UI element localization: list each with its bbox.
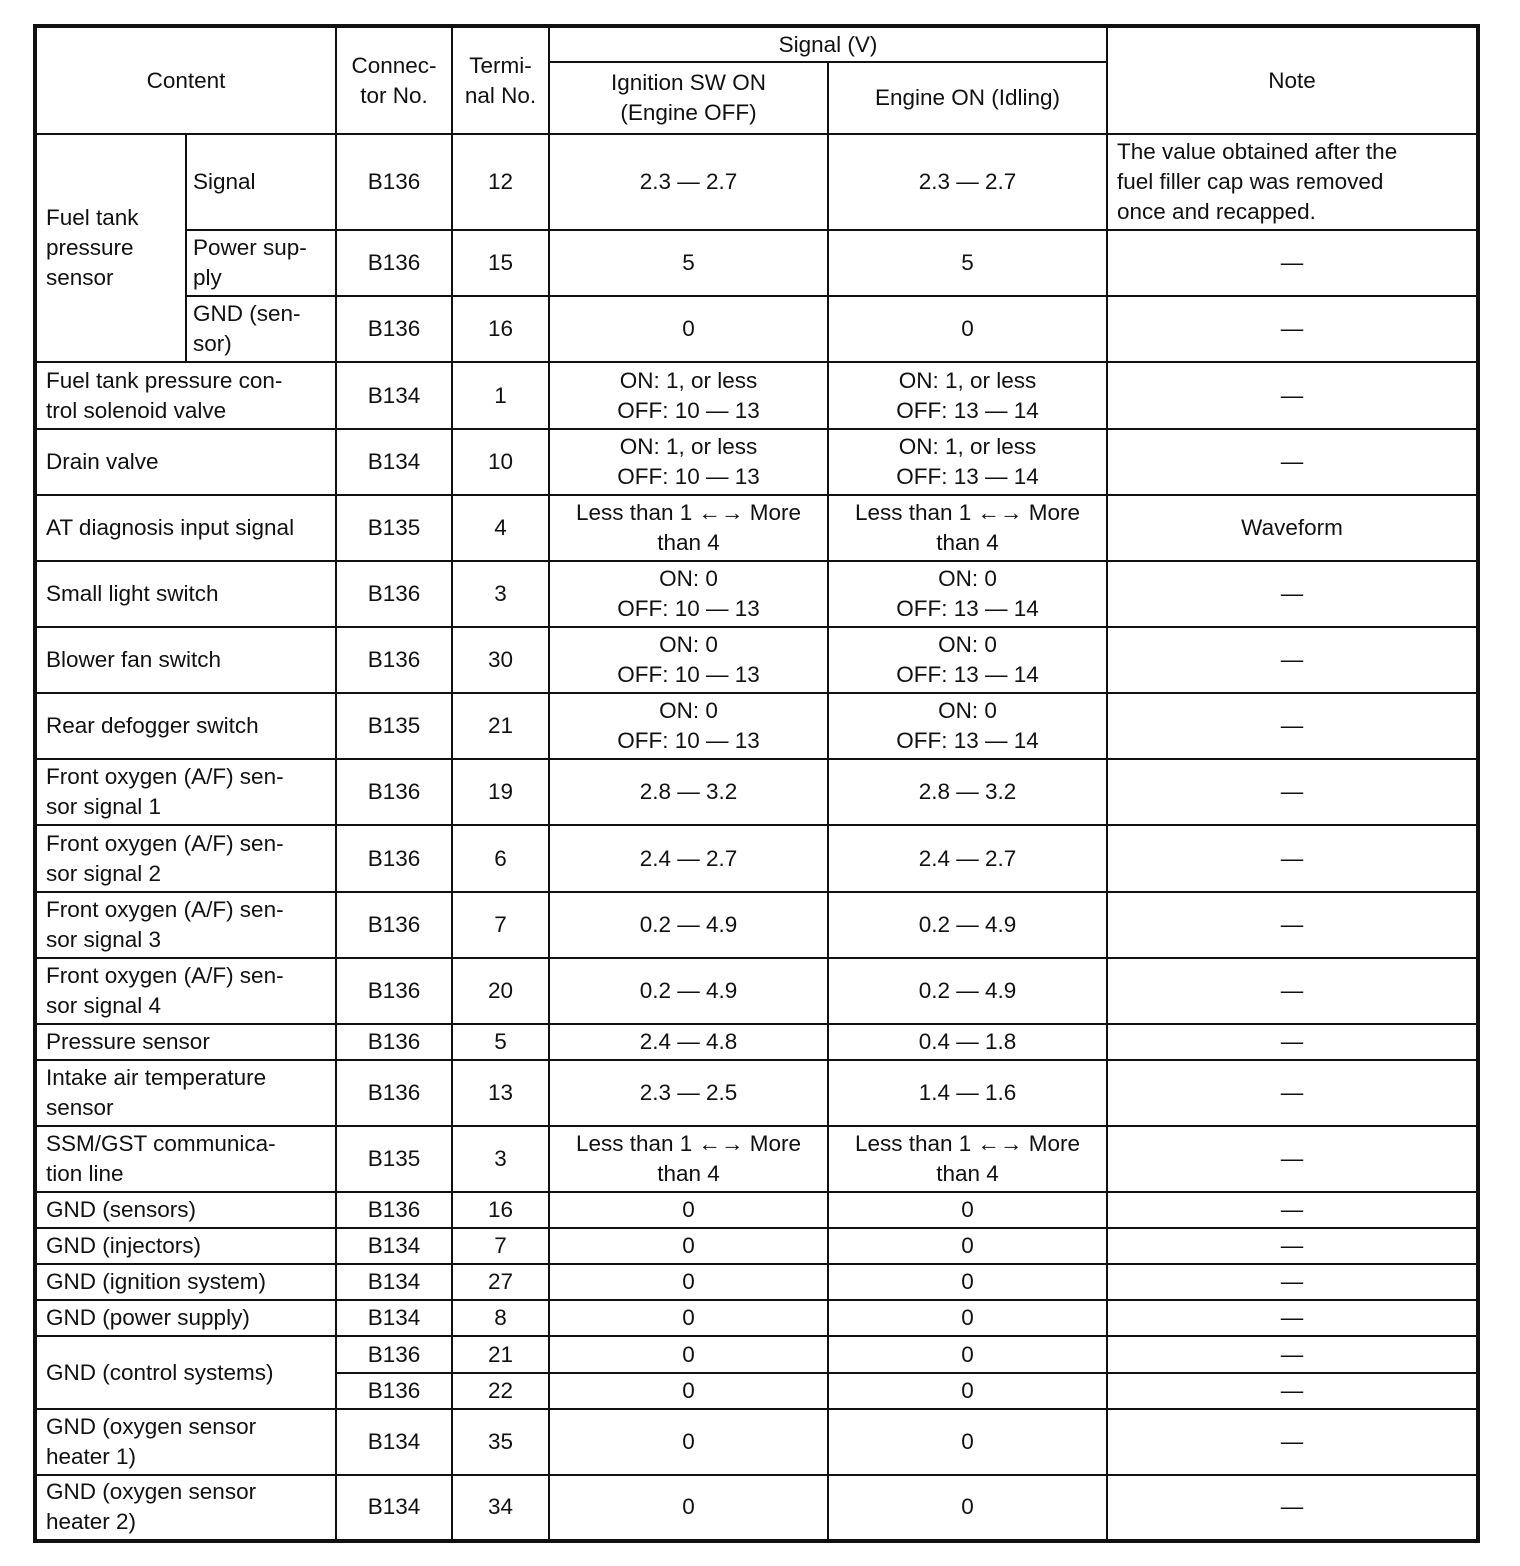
table-row [35,362,1478,428]
table-row [35,1264,1478,1300]
idling-signal-cell: 2.8 — 3.2 [828,759,1107,825]
content-cell: GND (sensors) [35,1192,336,1228]
table-row [35,296,1478,362]
terminal-signal-table [33,24,1480,1543]
connector-cell: B136 [336,759,452,825]
connector-cell: B136 [336,627,452,693]
note-cell: — [1107,892,1478,958]
ignition-signal-cell: 5 [549,230,828,296]
idling-signal-cell: ON: 0 OFF: 13 — 14 [828,627,1107,693]
note-cell: The value obtained after the fuel filler cap was removed once and recapped. [1107,134,1478,230]
table-row [35,627,1478,693]
idling-signal-cell: 0 [828,1373,1107,1409]
content-cell: GND (injectors) [35,1228,336,1264]
idling-signal-cell: 0 [828,1336,1107,1372]
ignition-signal-cell: 0.2 — 4.9 [549,892,828,958]
table-row [35,825,1478,891]
connector-cell: B136 [336,825,452,891]
idling-signal-cell: ON: 0 OFF: 13 — 14 [828,561,1107,627]
idling-signal-cell: 1.4 — 1.6 [828,1060,1107,1126]
ignition-signal-cell: 0 [549,1228,828,1264]
idling-signal-cell: 0 [828,1228,1107,1264]
content-cell: AT diagnosis input signal [35,495,336,561]
content-cell: GND (ignition system) [35,1264,336,1300]
connector-cell: B136 [336,1192,452,1228]
connector-cell: B136 [336,1373,452,1409]
connector-cell: B135 [336,495,452,561]
terminal-cell: 27 [452,1264,549,1300]
note-cell: — [1107,1373,1478,1409]
terminal-cell: 16 [452,296,549,362]
note-cell: — [1107,1264,1478,1300]
table-row [35,1409,1478,1475]
table-row [35,1024,1478,1060]
idling-signal-cell: 0 [828,1300,1107,1336]
content-cell: Intake air temperature sensor [35,1060,336,1126]
table-row [35,134,1478,230]
note-cell: — [1107,1024,1478,1060]
content-cell: GND (oxygen sensor heater 2) [35,1475,336,1541]
connector-cell: B134 [336,1264,452,1300]
connector-cell: B136 [336,1024,452,1060]
content-cell: SSM/GST communica- tion line [35,1126,336,1192]
connector-cell: B134 [336,1475,452,1541]
ignition-signal-cell: ON: 0 OFF: 10 — 13 [549,693,828,759]
terminal-cell: 21 [452,693,549,759]
terminal-cell: 20 [452,958,549,1024]
note-cell: — [1107,825,1478,891]
terminal-cell: 7 [452,1228,549,1264]
terminal-cell: 4 [452,495,549,561]
idling-signal-cell: 0 [828,296,1107,362]
note-cell: Waveform [1107,495,1478,561]
idling-signal-cell: 0.4 — 1.8 [828,1024,1107,1060]
connector-cell: B134 [336,429,452,495]
connector-cell: B136 [336,296,452,362]
header-signal-v: Signal (V) [549,26,1107,62]
ignition-signal-cell: 0 [549,1475,828,1541]
terminal-cell: 21 [452,1336,549,1372]
table-row [35,958,1478,1024]
content-cell: Blower fan switch [35,627,336,693]
note-cell: — [1107,561,1478,627]
terminal-cell: 5 [452,1024,549,1060]
header-connector-no: Connec- tor No. [336,26,452,134]
connector-cell: B135 [336,1126,452,1192]
note-cell: — [1107,1409,1478,1475]
note-cell: — [1107,362,1478,428]
note-cell: — [1107,1336,1478,1372]
header-row-1 [35,26,1478,62]
idling-signal-cell: 5 [828,230,1107,296]
group-gnd-control-systems: GND (control systems) [35,1336,336,1408]
connector-cell: B136 [336,134,452,230]
table-row [35,759,1478,825]
table-row [35,561,1478,627]
ignition-signal-cell: 2.4 — 2.7 [549,825,828,891]
ignition-signal-cell: Less than 1 ←→ More than 4 [549,495,828,561]
terminal-cell: 1 [452,362,549,428]
idling-signal-cell: 0 [828,1192,1107,1228]
ignition-signal-cell: 2.3 — 2.5 [549,1060,828,1126]
note-cell: — [1107,1060,1478,1126]
idling-signal-cell: ON: 1, or less OFF: 13 — 14 [828,362,1107,428]
content-cell: Front oxygen (A/F) sen- sor signal 3 [35,892,336,958]
table-row [35,230,1478,296]
table-row [35,1060,1478,1126]
idling-signal-cell: 2.4 — 2.7 [828,825,1107,891]
note-cell: — [1107,1126,1478,1192]
note-cell: — [1107,296,1478,362]
sub-content-cell: Signal [186,134,336,230]
terminal-cell: 3 [452,1126,549,1192]
table-row [35,1126,1478,1192]
content-cell: Small light switch [35,561,336,627]
sub-content-cell: Power sup- ply [186,230,336,296]
header-ignition-sw-on: Ignition SW ON (Engine OFF) [549,62,828,134]
terminal-cell: 6 [452,825,549,891]
connector-cell: B134 [336,362,452,428]
content-cell: Rear defogger switch [35,693,336,759]
table-row [35,1228,1478,1264]
idling-signal-cell: 0.2 — 4.9 [828,958,1107,1024]
note-cell: — [1107,230,1478,296]
terminal-cell: 30 [452,627,549,693]
ignition-signal-cell: 0 [549,1409,828,1475]
note-cell: — [1107,759,1478,825]
content-cell: Pressure sensor [35,1024,336,1060]
table-row [35,1300,1478,1336]
ignition-signal-cell: ON: 0 OFF: 10 — 13 [549,627,828,693]
header-content: Content [35,26,336,134]
ignition-signal-cell: 0 [549,1264,828,1300]
table-row [35,1192,1478,1228]
content-cell: GND (power supply) [35,1300,336,1336]
connector-cell: B136 [336,561,452,627]
connector-cell: B134 [336,1409,452,1475]
connector-cell: B136 [336,958,452,1024]
header-terminal-no: Termi- nal No. [452,26,549,134]
idling-signal-cell: ON: 0 OFF: 13 — 14 [828,693,1107,759]
terminal-cell: 13 [452,1060,549,1126]
note-cell: — [1107,429,1478,495]
terminal-cell: 34 [452,1475,549,1541]
terminal-cell: 8 [452,1300,549,1336]
connector-cell: B136 [336,1060,452,1126]
connector-cell: B135 [336,693,452,759]
ignition-signal-cell: 2.3 — 2.7 [549,134,828,230]
table-row [35,429,1478,495]
header-engine-on-idling: Engine ON (Idling) [828,62,1107,134]
idling-signal-cell: 0 [828,1475,1107,1541]
terminal-cell: 19 [452,759,549,825]
terminal-cell: 10 [452,429,549,495]
table-row [35,892,1478,958]
terminal-cell: 22 [452,1373,549,1409]
ignition-signal-cell: 0 [549,1336,828,1372]
ignition-signal-cell: ON: 0 OFF: 10 — 13 [549,561,828,627]
table-row [35,1336,1478,1372]
ignition-signal-cell: ON: 1, or less OFF: 10 — 13 [549,429,828,495]
table-row [35,693,1478,759]
ignition-signal-cell: 2.8 — 3.2 [549,759,828,825]
sub-content-cell: GND (sen- sor) [186,296,336,362]
idling-signal-cell: 2.3 — 2.7 [828,134,1107,230]
idling-signal-cell: 0 [828,1264,1107,1300]
note-cell: — [1107,1192,1478,1228]
content-cell: Fuel tank pressure con- trol solenoid valve [35,362,336,428]
connector-cell: B134 [336,1228,452,1264]
idling-signal-cell: 0.2 — 4.9 [828,892,1107,958]
note-cell: — [1107,1228,1478,1264]
note-cell: — [1107,958,1478,1024]
terminal-cell: 15 [452,230,549,296]
ignition-signal-cell: 0 [549,1300,828,1336]
connector-cell: B136 [336,230,452,296]
terminal-cell: 16 [452,1192,549,1228]
table-row [35,1475,1478,1541]
idling-signal-cell: Less than 1 ←→ More than 4 [828,1126,1107,1192]
idling-signal-cell: ON: 1, or less OFF: 13 — 14 [828,429,1107,495]
terminal-cell: 3 [452,561,549,627]
terminal-cell: 35 [452,1409,549,1475]
note-cell: — [1107,1475,1478,1541]
connector-cell: B136 [336,1336,452,1372]
table-row [35,495,1478,561]
idling-signal-cell: 0 [828,1409,1107,1475]
ignition-signal-cell: 0 [549,1192,828,1228]
note-cell: — [1107,627,1478,693]
group-fuel-tank-pressure-sensor: Fuel tank pressure sensor [35,134,186,362]
connector-cell: B134 [336,1300,452,1336]
terminal-cell: 12 [452,134,549,230]
note-cell: — [1107,693,1478,759]
header-note: Note [1107,26,1478,134]
terminal-cell: 7 [452,892,549,958]
ignition-signal-cell: 0 [549,1373,828,1409]
connector-cell: B136 [336,892,452,958]
ignition-signal-cell: 0 [549,296,828,362]
content-cell: Front oxygen (A/F) sen- sor signal 1 [35,759,336,825]
content-cell: Drain valve [35,429,336,495]
note-cell: — [1107,1300,1478,1336]
content-cell: GND (oxygen sensor heater 1) [35,1409,336,1475]
ignition-signal-cell: 2.4 — 4.8 [549,1024,828,1060]
ignition-signal-cell: Less than 1 ←→ More than 4 [549,1126,828,1192]
content-cell: Front oxygen (A/F) sen- sor signal 4 [35,958,336,1024]
ignition-signal-cell: 0.2 — 4.9 [549,958,828,1024]
content-cell: Front oxygen (A/F) sen- sor signal 2 [35,825,336,891]
ignition-signal-cell: ON: 1, or less OFF: 10 — 13 [549,362,828,428]
idling-signal-cell: Less than 1 ←→ More than 4 [828,495,1107,561]
